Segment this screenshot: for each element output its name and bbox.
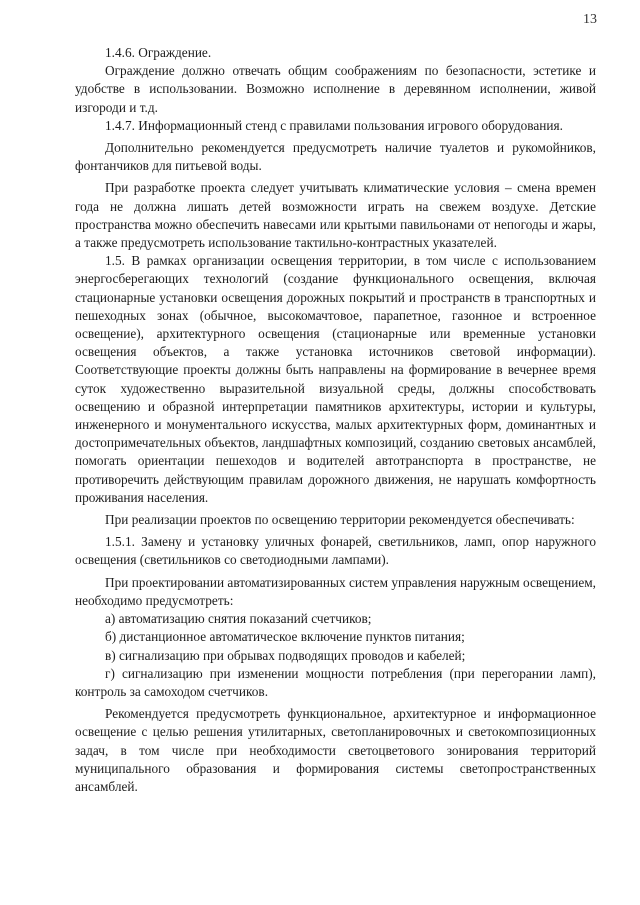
page-number: 13 <box>583 12 597 27</box>
list-item: в) сигнализацию при обрывах подводящих проводов и кабелей; <box>105 647 466 663</box>
paragraph: При реализации проектов по освещению территории рекомендуется обеспечивать: <box>105 512 575 528</box>
document-body <box>75 44 596 796</box>
paragraph: Дополнительно рекомендуется предусмотреть наличие туалетов и рукомойников, фонтанчиков для питьевой воды. <box>75 140 596 174</box>
list-item: г) сигнализацию при изменении мощности потребления (при перегорании ламп), контроль за самоходом счетчиков. <box>75 665 596 699</box>
paragraph: При разработке проекта следует учитывать климатические условия – смена времен года не должна лишать детей возможности играть на свежем воздухе. Детские пространства можно обеспечить навесами или крытыми павильонами от непогоды и жары, а также предусмотреть использование тактильно-контрастных указателей. <box>75 180 596 251</box>
paragraph: 1.4.6. Ограждение. <box>105 45 212 60</box>
paragraph: При проектировании автоматизированных систем управления наружным освещением, необходимо предусмотреть: <box>75 574 596 608</box>
paragraph: 1.4.7. Информационный стенд с правилами пользования игрового оборудования. <box>105 117 563 133</box>
list-item: а) автоматизацию снятия показаний счетчиков; <box>105 611 372 627</box>
paragraph: 1.5. В рамках организации освещения территории, в том числе с использованием энергосберегающих технологий (создание функционального освещения, включая стационарные установки освещения дорожных покрытий и пространств в транспортных и пешеходных зонах (обычное, высокомачтовое, парапетное, газонное и встроенное освещение), архитектурного освещения (стационарные или временные установки освещения объектов, а также установка источников световой информации). Соответствующие проекты должны быть направлены на формирование в вечернее время суток художественно выразительной визуальной среды, должны способствовать освещению и образной интерпретации памятников архитектуры, истории и культуры, инженерного и монументального искусства, малых архитектурных форм, доминантных и достопримечательных объектов, ландшафтных композиций, созданию световых ансамблей, помогать ориентации пешеходов и водителей автотранспорта в пространстве, не противоречить действующим правилам дорожного движения, не нарушать комфортность проживания населения. <box>75 253 596 505</box>
paragraph: Ограждение должно отвечать общим соображениям по безопасности, эстетике и удобстве в использовании. Возможно исполнение в деревянном исполнении, живой изгороди и т.д. <box>75 63 596 115</box>
paragraph: Рекомендуется предусмотреть функциональное, архитектурное и информационное освещение с целью решения утилитарных, светопланировочных и светокомпозиционных задач, в том числе при необходимости светоцветового зонирования территорий муниципального образования и формирования системы светопространственных ансамблей. <box>75 706 596 794</box>
paragraph: 1.5.1. Замену и установку уличных фонарей, светильников, ламп, опор наружного освещения (светильников со светодиодными лампами). <box>75 534 596 568</box>
list-item: б) дистанционное автоматическое включение пунктов питания; <box>105 629 465 645</box>
